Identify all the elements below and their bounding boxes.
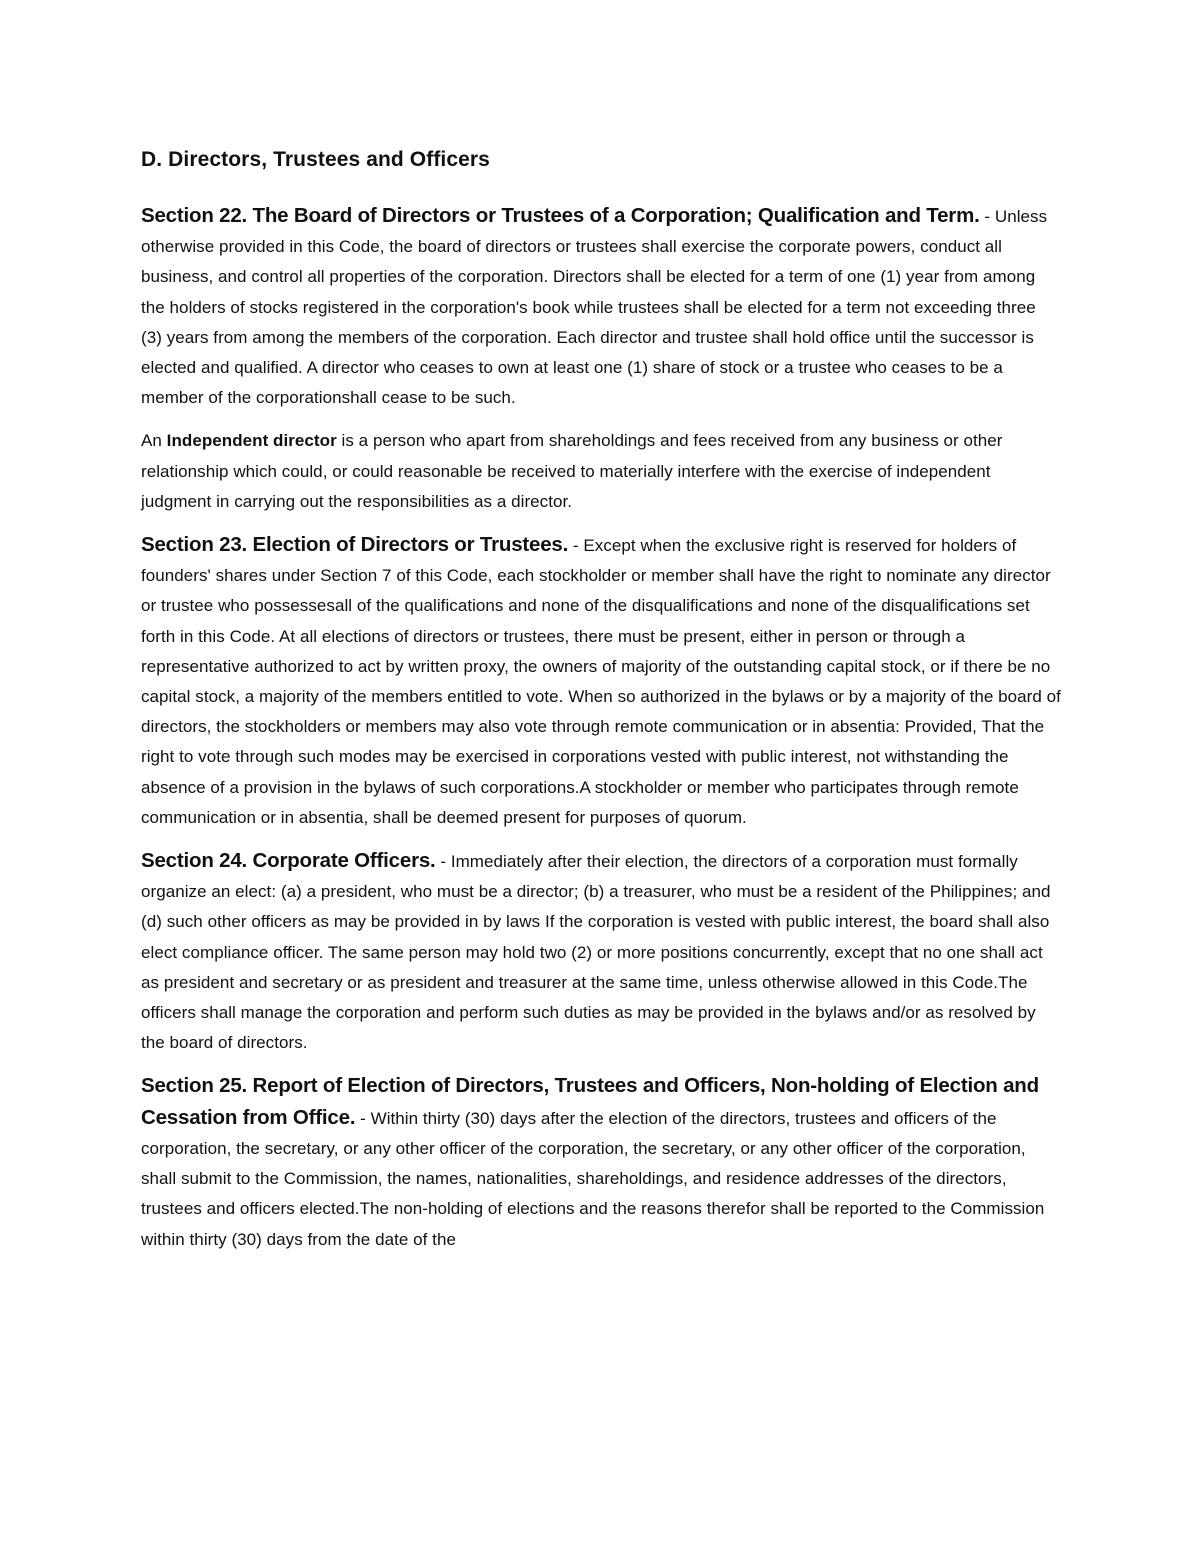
section-24 — [141, 846, 1061, 1058]
section-23-title: Section 23. Election of Directors or Trustees. — [141, 533, 569, 557]
section-22-body: Unless otherwise provided in this Code, the board of directors or trustees shall exercise the corporate powers, conduct all business, and control all properties of the corporation. Directors shall be elected for a term of one (1) year from among the holders of stocks registered in the corporation's book while trustees shall be elected for a term not exceeding three (3) years from among the members of the corporation. Each director and trustee shall hold office until the successor is elected and qualified. A director who ceases to own at least one (1) share of stock or a trustee who ceases to be a member of the corporationshall cease to be such. — [141, 207, 1048, 408]
section-22-dash: - — [979, 207, 995, 226]
section-24-title: Section 24. Corporate Officers. — [141, 849, 436, 873]
section-25-dash: - — [355, 1108, 371, 1128]
section-25 — [141, 1071, 1061, 1254]
section-25-body: Within thirty (30) days after the election of the directors, trustees and officers of the corporation, the secretary, or any other officer of the corporation, the secretary, or any other officer of the corporation, shall submit to the Commission, the names, nationalities, shareholdings, and residence addresses of the directors, trustees and officers elected.The non-holding of elections and the reasons therefor shall be reported to the Commission within thirty (30) days from the date of the — [141, 1108, 1045, 1249]
section-22-title: Section 22. The Board of Directors or Trustees of a Corporation; Qualification and Term. — [141, 204, 980, 227]
section-25-title: Section 25. Report of Election of Directors, Trustees and Officers, Non-holding of Election and Cessation from Office. — [141, 1074, 1039, 1129]
chapter-heading: D. Directors, Trustees and Officers — [141, 148, 490, 171]
section-23 — [141, 530, 1061, 833]
independent-director-definition: is a person who apart from shareholdings and fees received from any business or other relationship which could, or could reasonable be received to materially interfere with the exercise of independent judgment in carrying out the responsibilities as a director. — [141, 431, 1003, 511]
section-22 — [141, 201, 1061, 413]
independent-director-term: Independent director — [166, 431, 337, 451]
section-23-body: Except when the exclusive right is reserved for holders of founders' shares under Section 7 of this Code, each stockholder or member shall have the right to nominate any director or trustee who possessesall of the qualifications and none of the disqualifications and none of the disqualifications set forth in this Code. At all elections of directors or trustees, there must be present, either in person or through a representative authorized to act by written proxy, the owners of majority of the outstanding capital stock, or if there be no capital stock, a majority of the members entitled to vote. When so authorized in the bylaws or by a majority of the board of directors, the stockholders or members may also vote through remote communication or in absentia: Provided, That the right to vote through such modes may be exercised in corporations vested with public interest, not withstanding the absence of a provision in the bylaws of such corporations.A stockholder or member who participates through remote communication or in absentia, shall be deemed present for purposes of quorum. — [141, 536, 1061, 827]
document-page — [141, 146, 1061, 1268]
section-24-dash: - — [435, 852, 451, 872]
section-24-body: Immediately after their election, the directors of a corporation must formally organize an elect: (a) a president, who must be a director; (b) a treasurer, who must be a resident of the Philippines; and (d) such other officers as may be provided in by laws If the corporation is vested with public interest, the board shall also elect compliance officer. The same person may hold two (2) or more positions concurrently, except that no one shall act as president and secretary or as president and treasurer at the same time, unless otherwise allowed in this Code.The officers shall manage the corporation and perform such duties as may be provided in the bylaws and/or as resolved by the board of directors. — [141, 852, 1051, 1053]
section-23-dash: - — [568, 536, 584, 556]
independent-director-prefix: An — [141, 431, 167, 451]
independent-director-paragraph — [141, 426, 1061, 517]
